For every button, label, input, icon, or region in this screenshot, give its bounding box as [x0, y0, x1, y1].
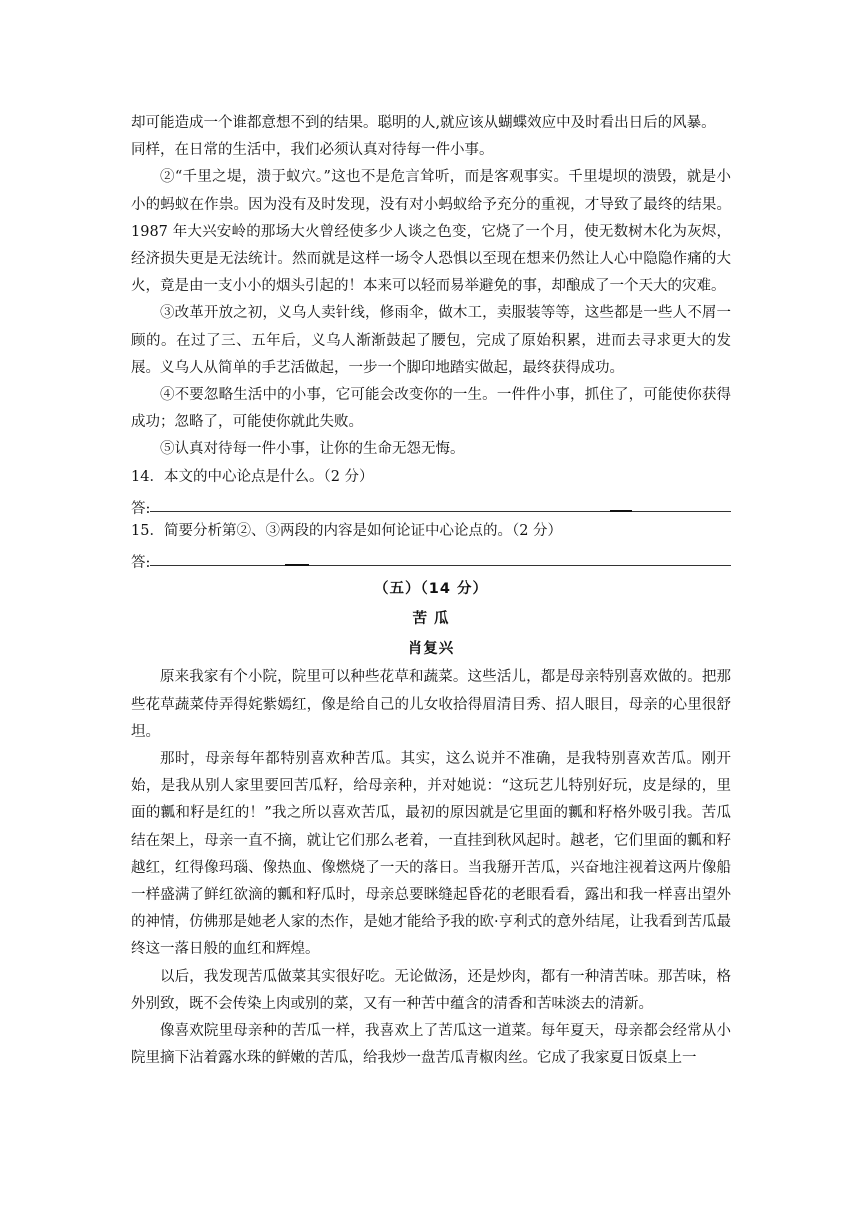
continuation-line: 却可能造成一个谁都意想不到的结果。聪明的人,就应该从蝴蝶效应中及时看出日后的风暴。: [131, 115, 716, 131]
answer-line-15[interactable]: [131, 545, 731, 572]
article-title: 苦 瓜: [412, 611, 450, 628]
continuation-line: 同样，在日常的生活中，我们必须认真对待每一件小事。: [131, 142, 494, 159]
answer-rule: [150, 564, 731, 566]
paragraph-2: ②“千里之堤，溃于蚁穴。”这也不是危言耸听，而是客观事实。千里堤坝的溃毁，就是小小的蚂蚁在作祟。因为没有及时发现，没有对小蚂蚁给予充分的重视，才导致了最终的结果。1987 年大兴安岭的那场大火曾经使多少人谈之色变，它烧了一个月，使无数树木化为灰烬，经济损失更是无法统计。然而就是这样一场令人恐惧以至现在想来仍然让人心中隐隐作痛的大火，竟是由一支小小的烟头引起的！本来可以轻而易举避免的事，却酿成了一个天大的灾难。: [131, 169, 731, 295]
paragraph-4: ④不要忽略生活中的小事，它可能会改变你的一生。一件件小事，抓住了，可能使你获得成功；忽略了，可能使你就此失败。: [131, 387, 731, 431]
answer-label: 答:: [131, 555, 151, 572]
article-author: 肖复兴: [407, 641, 455, 658]
answer-label: 答:: [131, 501, 151, 518]
article-paragraph: 以后，我发现苦瓜做菜其实很好吃。无论做汤，还是炒肉，都有一种清苦味。那苦味，格外别致，既不会传染上肉或别的菜，又有一种苦中蕴含的清香和苦味淡去的清新。: [131, 968, 731, 1012]
paragraph-5: ⑤认真对待每一件小事，让你的生命无怨无悔。: [160, 441, 465, 458]
question-15: 15．简要分析第②、③两段的内容是如何论证中心论点的。（2 分）: [131, 523, 563, 540]
page-content: [131, 110, 731, 1072]
answer-rule: [150, 510, 731, 512]
article-paragraph: 那时，母亲每年都特别喜欢种苦瓜。其实，这么说并不准确，是我特别喜欢苦瓜。刚开始，是我从别人家里要回苦瓜籽，给母亲种，并对她说：“这玩艺儿特别好玩，皮是绿的，里面的瓤和籽是红的！”我之所以喜欢苦瓜，最初的原因就是它里面的瓤和籽格外吸引我。苦瓜结在架上，母亲一直不摘，就让它们那么老着，一直挂到秋风起时。越老，它们里面的瓤和籽越红，红得像玛瑙、像热血、像燃烧了一天的落日。当我掰开苦瓜，兴奋地注视着这两片像船一样盛满了鲜红欲滴的瓤和籽瓜时，母亲总要眯缝起昏花的老眼看看，露出和我一样喜出望外的神情，仿佛那是她老人家的杰作，是她才能给予我的欧·亨利式的意外结尾，让我看到苦瓜最终这一落日般的血红和辉煌。: [131, 751, 731, 958]
paragraph-3: ③改革开放之初，义乌人卖针线，修雨伞，做木工，卖服装等等，这些都是一些人不屑一顾的。在过了三、五年后，义乌人渐渐鼓起了腰包，完成了原始积累，进而去寻求更大的发展。义乌人从简单的手艺活做起，一步一个脚印地踏实做起，最终获得成功。: [131, 305, 731, 376]
answer-line-14[interactable]: [131, 491, 731, 518]
article-paragraph: 像喜欢院里母亲种的苦瓜一样，我喜欢上了苦瓜这一道菜。每年夏天，母亲都会经常从小院里摘下沾着露水珠的鲜嫩的苦瓜，给我炒一盘苦瓜青椒肉丝。它成了我家夏日饭桌上一: [131, 1023, 731, 1067]
section-heading: （五）（14 分）: [374, 581, 488, 598]
article-paragraph: 原来我家有个小院，院里可以种些花草和蔬菜。这些活儿，都是母亲特别喜欢做的。把那些花草蔬菜侍弄得姹紫嫣红，像是给自己的儿女收拾得眉清目秀、招人眼目，母亲的心里很舒坦。: [131, 669, 731, 740]
question-14: 14．本文的中心论点是什么。（2 分）: [131, 468, 374, 485]
